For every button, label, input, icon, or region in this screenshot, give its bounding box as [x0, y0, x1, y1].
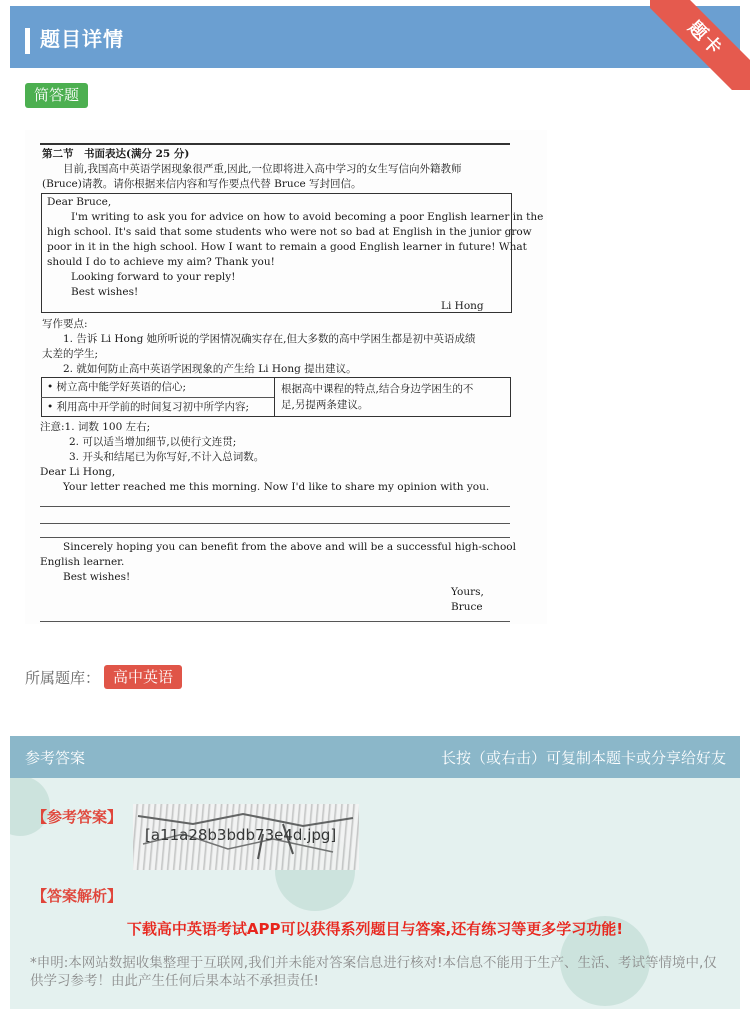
- closing-line: English learner.: [40, 556, 125, 568]
- header-accent-bar: [25, 28, 30, 54]
- closing-yours: Yours,: [451, 586, 484, 598]
- table-cell: • 利用高中开学前的时间复习初中所学内容;: [47, 401, 250, 413]
- question-library: [25, 665, 182, 689]
- point-line: 2. 就如何防止高中英语学困现象的产生给 Li Hong 提出建议。: [63, 363, 357, 375]
- disclaimer-text: *申明:本网站数据收集整理于互联网,我们并未能对答案信息进行核对!本信息不能用于生产、生活、考试等情境中,仅供学习参考！由此产生任何后果本站不承担责任!: [30, 955, 717, 989]
- closing-line: Best wishes!: [63, 571, 131, 583]
- ribbon-label: 题卡: [650, 0, 750, 90]
- point-line: 太差的学生;: [42, 348, 99, 360]
- table-cell: 足,另提两条建议。: [281, 399, 369, 411]
- note-line: 注意:1. 词数 100 左右;: [40, 421, 151, 433]
- question-image: [25, 130, 547, 624]
- letter-signature: Li Hong: [441, 300, 484, 312]
- closing-line: Sincerely hoping you can benefit from the above and will be a successful high-school: [63, 541, 516, 553]
- reply-line: Your letter reached me this morning. Now I'd like to share my opinion with you.: [63, 481, 490, 493]
- library-label: 所属题库：: [25, 668, 101, 687]
- letter-greeting: Dear Bruce,: [47, 196, 112, 208]
- reply-greeting: Dear Li Hong,: [40, 466, 116, 478]
- question-type-badge: 简答题: [25, 83, 88, 108]
- analysis-label: 【答案解析】: [32, 887, 123, 905]
- letter-line: Best wishes!: [71, 286, 139, 298]
- table-cell: 根据高中课程的特点,结合身边学困生的不: [281, 383, 474, 395]
- answer-panel[interactable]: [10, 736, 740, 1009]
- table-divider: [41, 397, 274, 398]
- answer-image[interactable]: [133, 804, 359, 870]
- point-line: 1. 告诉 Li Hong 她所听说的学困情况确实存在,但大多数的高中学困生都是初中英语成绩: [63, 333, 476, 345]
- section-title: 第二节 书面表达(满分 25 分): [42, 148, 190, 160]
- answer-header-title: 参考答案: [25, 749, 86, 767]
- card-ribbon: [650, 0, 750, 90]
- answer-header: [10, 736, 740, 778]
- letter-line: poor in it in the high school. How I want to remain a good English learner in future! What: [47, 241, 527, 253]
- answer-key-label: 【参考答案】: [32, 808, 123, 826]
- letter-line: I'm writing to ask you for advice on how to avoid becoming a poor English learner in the: [71, 211, 544, 223]
- answer-image-alt: [a11a28b3bdb73e4d.jpg]: [145, 826, 337, 844]
- closing-name: Bruce: [451, 601, 483, 613]
- page-header: [10, 6, 740, 68]
- letter-line: should I do to achieve my aim? Thank you!: [47, 256, 275, 268]
- table-divider: [274, 377, 275, 417]
- letter-line: high school. It's said that some students who were not so bad at English in the junior grow: [47, 226, 532, 238]
- intro-line: 目前,我国高中英语学困现象很严重,因此,一位即将进入高中学习的女生写信向外籍教师: [63, 163, 462, 175]
- note-line: 3. 开头和结尾已为你写好,不计入总词数。: [69, 451, 265, 463]
- points-title: 写作要点:: [42, 318, 88, 330]
- image-top-rule: [40, 143, 510, 145]
- bottom-rule: [40, 621, 510, 622]
- letter-line: Looking forward to your reply!: [71, 271, 236, 283]
- note-line: 2. 可以适当增加细节,以使行文连贯;: [69, 436, 237, 448]
- writing-line: [40, 506, 510, 507]
- writing-line: [40, 537, 510, 538]
- copy-share-hint[interactable]: 长按（或右击）可复制本题卡或分享给好友: [440, 749, 726, 767]
- page-title: 题目详情: [40, 27, 124, 51]
- writing-line: [40, 523, 510, 524]
- library-tag[interactable]: 高中英语: [104, 665, 182, 689]
- intro-line: (Bruce)请教。请你根据来信内容和写作要点代替 Bruce 写封回信。: [42, 178, 362, 190]
- table-cell: • 树立高中能学好英语的信心;: [47, 381, 187, 393]
- app-promo-text[interactable]: 下载高中英语考试APP可以获得系列题目与答案,还有练习等更多学习功能!: [126, 920, 624, 938]
